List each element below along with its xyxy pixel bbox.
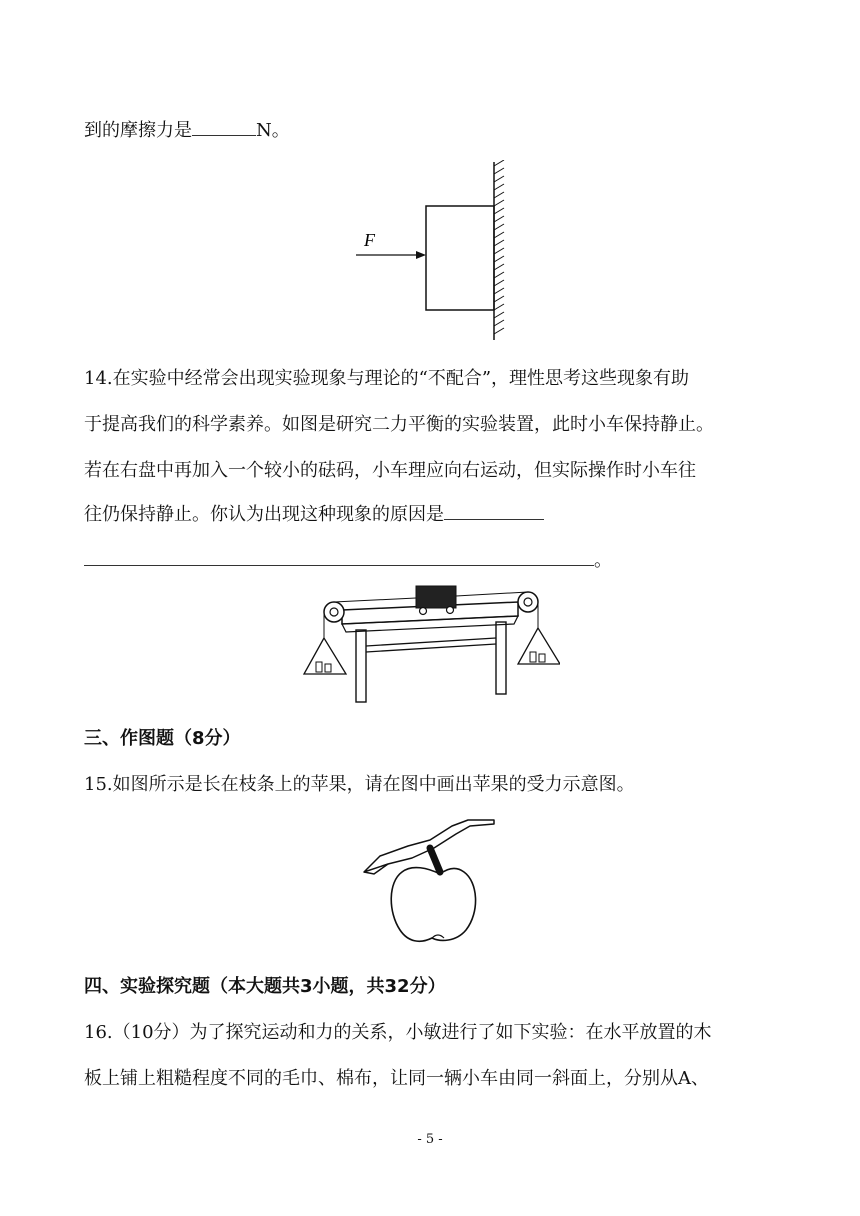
weight-right-1 [530,652,536,662]
q16-line-2: 板上铺上粗糙程度不同的毛巾、棉布，让同一辆小车由同一斜面上，分别从A、 [84,1068,709,1089]
pulley-left [324,602,344,622]
table-leg-right [496,622,506,694]
weight-left-2 [325,664,331,672]
block-rect [426,206,494,310]
weight-left-1 [316,662,322,672]
q14-line-4 [84,500,544,526]
q15-text: 15.如图所示是长在枝条上的苹果，请在图中画出苹果的受力示意图。 [84,774,635,795]
q14-answer-blank-1[interactable] [444,503,544,520]
apple-body [391,868,475,942]
table-leg-left [356,630,366,702]
q14-line-4-text: 往仍保持静止。你认为出现这种现象的原因是 [84,504,444,525]
force-label: F [364,230,375,250]
q14-line-5-end: 。 [594,550,612,571]
cart-wheel-right [447,607,454,614]
q13-answer-blank[interactable] [192,119,256,136]
section-4-heading: 四、实验探究题（本大题共3小题，共32分） [84,976,446,997]
block-wall-figure [350,160,510,342]
q14-answer-blank-2[interactable] [84,549,594,566]
section-3-heading: 三、作图题（8分） [84,728,241,749]
apple-bottom-dimple [432,935,444,938]
apple-branch-figure [360,812,500,950]
q14-line-3: 若在右盘中再加入一个较小的砝码，小车理应向右运动，但实际操作时小车往 [84,460,696,481]
cart-body [416,586,456,608]
q13-tail-line [84,116,290,142]
q14-line-5 [84,546,612,572]
q14-line-1: 14.在实验中经常会出现实验现象与理论的“不配合”，理性思考这些现象有助 [84,368,690,389]
balance-apparatus-figure [300,580,560,704]
cart-wheel-left [420,608,427,615]
q13-tail-text: 到的摩擦力是 [84,120,192,141]
wall-hatching [494,160,504,334]
string-left [334,598,416,602]
apple-stem [430,848,440,872]
weight-right-2 [539,654,545,662]
force-arrow-head [416,251,426,259]
q14-line-2: 于提高我们的科学素养。如图是研究二力平衡的实验装置，此时小车保持静止。 [84,414,714,435]
q13-unit: N。 [256,120,290,141]
page-number: - 5 - [417,1132,443,1147]
q16-line-1: 16.（10分）为了探究运动和力的关系，小敏进行了如下实验：在水平放置的木 [84,1022,712,1043]
table-apron [342,616,518,632]
pulley-right [518,592,538,612]
string-right [456,592,528,596]
